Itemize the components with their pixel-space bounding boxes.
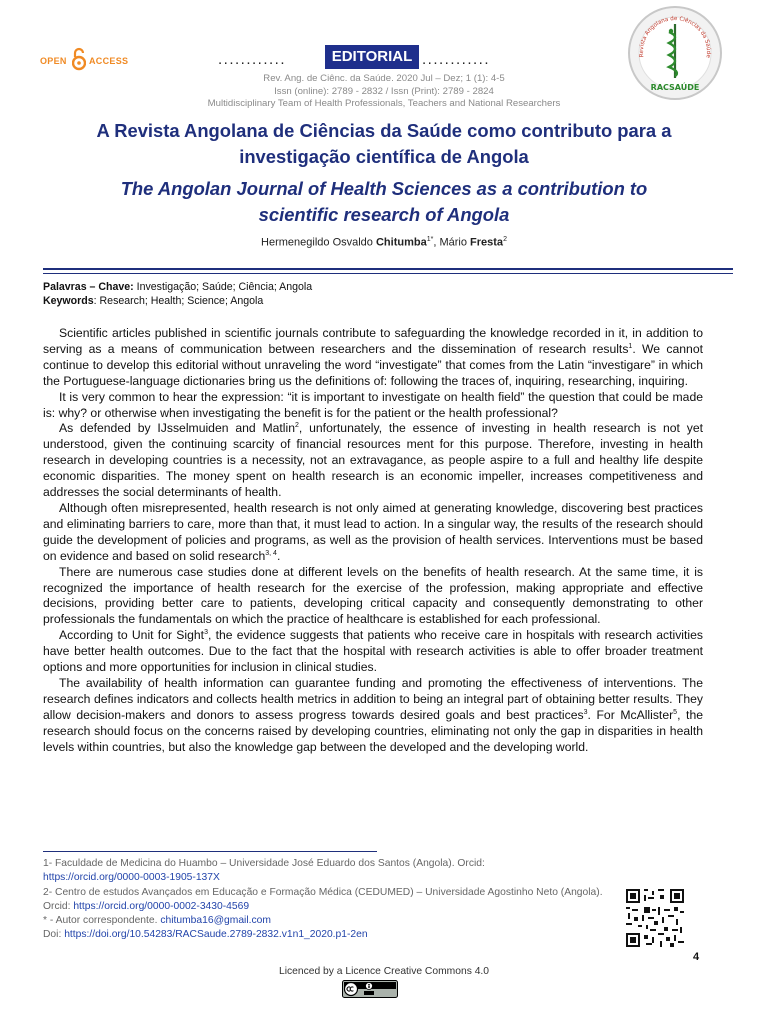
editorial-badge: EDITORIAL <box>325 45 419 69</box>
journal-seal-logo <box>626 4 724 102</box>
license-text: Licenced by a Licence Creative Commons 4.0 <box>278 966 490 977</box>
paragraph-1: Scientific articles published in scientific journals contribute to safeguarding the knowledge recorded in it, in addition to serving as a means of communication between researchers and the dissemination of research results$^1$. We cannot continue to develop this editorial without unraveling the word “investigate” that comes from the Latin “investigare” in which the Portuguese-language dictionaries bring us the definitions of: following the traces of, inquiring, researching, inquiring. <box>43 326 703 388</box>
article-body <box>43 326 703 755</box>
keywords-portuguese <box>43 281 312 293</box>
footnotes <box>43 857 608 943</box>
journal-issn: Issn (online): 2789 - 2832 / Issn (Print): 2789 - 2824 <box>274 86 494 97</box>
footnote-corresponding: * - Autor correspondente. chitumba16@gmail.com <box>43 915 271 927</box>
open-access-left-text: OPEN <box>40 56 67 66</box>
open-access-right-text: ACCESS <box>89 56 129 66</box>
open-access-lock-icon <box>72 47 86 71</box>
keywords-pt-value: Investigação; Saúde; Ciência; Angola <box>133 281 313 293</box>
header-rule-thin <box>43 273 733 274</box>
orcid-link-1[interactable]: https://orcid.org/0000-0003-1905-137X <box>43 872 220 884</box>
footnote-2: 2- Centro de estudos Avançados em Educação e Formação Médica (CEDUMED) – Universidade Agostinho Neto (Angola). Orcid: https://orcid.org/0000-0002-3430-4569 <box>43 886 603 912</box>
title-en-line-2: scientific research of Angola <box>258 204 510 225</box>
author-2-family: Fresta <box>470 236 504 249</box>
seal-name: RACSAÚDE <box>650 83 700 92</box>
citation-ref: 1 <box>628 342 633 350</box>
orcid-link-2[interactable]: https://orcid.org/0000-0002-3430-4569 <box>73 900 250 912</box>
journal-team: Multidisciplinary Team of Health Professionals, Teachers and National Researchers <box>207 98 561 109</box>
email-link[interactable]: chitumba16@gmail.com <box>160 915 271 927</box>
citation-ref: 3 <box>583 708 588 716</box>
editorial-dots-right: ............ <box>422 51 491 68</box>
author-list <box>0 236 768 249</box>
footnote-rule <box>43 851 377 852</box>
author-1-given: Hermenegildo Osvaldo <box>261 236 376 249</box>
doi-link[interactable]: https://doi.org/10.54283/RACSaude.2789-2832.v1n1_2020.p1-2en <box>64 929 368 941</box>
keywords-english <box>43 295 263 307</box>
keywords-en-value: : Research; Health; Science; Angola <box>93 295 264 307</box>
paragraph-6: According to Unit for Sight$^3$, the evidence suggests that patients who receive care in hospitals with research activities have better health outcomes. Due to the fact that the hospital with research activities is able to offer broader treatment options and more opportunities for inclusion in clinical studies. <box>43 628 703 675</box>
title-en-line-1: The Angolan Journal of Health Sciences as a contribution to <box>120 178 648 199</box>
keywords-pt-label: Palavras – Chave: <box>43 281 134 293</box>
author-separator: , Mário <box>433 236 471 249</box>
article-title-portuguese <box>20 118 748 170</box>
footnote-1: 1- Faculdade de Medicina do Huambo – Universidade José Eduardo dos Santos (Angola). Orcid: https://orcid.org/0000-0003-1905-137X <box>43 858 485 884</box>
citation-ref: 2 <box>295 422 299 430</box>
footnote-doi: Doi: https://doi.org/10.54283/RACSaude.2789-2832.v1n1_2020.p1-2en <box>43 929 368 941</box>
seal-ring-text: Revista Angolana de Ciências da Saúde <box>638 16 712 59</box>
paragraph-5: There are numerous case studies done at different levels on the benefits of health research. At the same time, it is recognized the importance of health research for the exercise of the profession, making appropriate and effective decisions, providing better care to patients, developing critical capacity and consequently demonstrating to other professionals the fundamentals on which the practice of healthcare is established for each professional. <box>43 564 703 627</box>
citation-ref: 5 <box>673 708 678 716</box>
creative-commons-icon[interactable] <box>342 980 398 998</box>
paragraph-2: It is very common to hear the expression: “it is important to investigate on health field” the question that could be made is: why? or otherwise when investigating the benefit is for the patient or the health professional? <box>43 389 703 420</box>
paragraph-4: Although often misrepresented, health research is not only aimed at generating knowledge, discovering best practices and eliminating barriers to care, more than that, it must lead to action. In a singular way, the results of the research should guide the development of policies and programs, as well as the provision of health services. Interventions must be based on evidence and based on solid research$^{3, 4}$. <box>43 500 703 563</box>
qr-code-icon[interactable] <box>626 889 684 947</box>
paragraph-7: The availability of health information can guarantee funding and promoting the effectiveness of interventions. The research defines indicators and collects health metrics in addition to being an integral part of obtaining better results. They allow decision-makers and donors to assess progress towards desired goals and best practices$^3$. For McAllister$^5$, the research should focus on the concerns raised by developing countries, eliminating not only the gap in disparities in health levels within countries, but also the knowledge gap between the developed and the developing world. <box>43 675 703 754</box>
keywords-en-label: Keywords <box>43 295 94 307</box>
author-2-affiliation: 2 <box>503 236 507 243</box>
editorial-banner <box>218 45 528 71</box>
author-1-family: Chitumba <box>375 236 427 249</box>
author-1-affiliation: 1* <box>426 236 434 243</box>
article-title-english <box>20 176 748 228</box>
title-pt-line-2: investigação científica de Angola <box>239 146 529 167</box>
editorial-dots-left: ............ <box>218 51 287 68</box>
journal-citation: Rev. Ang. de Ciênc. da Saúde. 2020 Jul – Dez; 1 (1): 4-5 <box>263 73 505 84</box>
page-number: 4 <box>693 951 700 963</box>
citation-ref: 3, 4 <box>265 549 277 557</box>
paragraph-3: As defended by IJsselmuiden and Matlin$^2$, unfortunately, the essence of investing in health research is not yet understood, given the continuing scarcity of financial resources ment for this purpose. Therefore, investing in health research in developing countries is a necessity, not an extravagance, as people aspire to a full and healthy life despite economic disparities. The money spent on health research is an economic impeller, increases competitiveness and addresses the social determinants of health. <box>43 421 704 500</box>
citation-ref: 3 <box>204 629 208 637</box>
title-pt-line-1: A Revista Angolana de Ciências da Saúde como contributo para a <box>96 120 672 141</box>
header-rule-thick <box>43 268 733 270</box>
